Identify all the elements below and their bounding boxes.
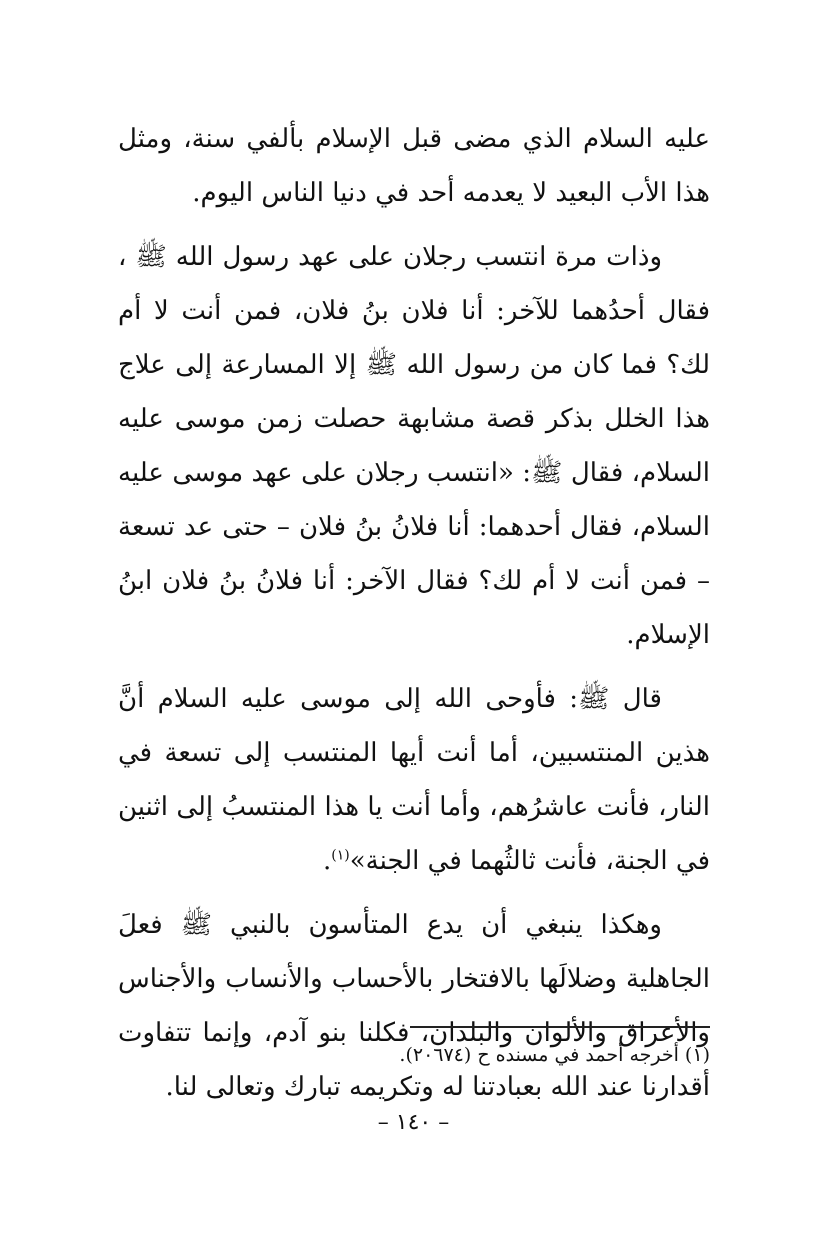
paragraph-3-text: قال ﷺ: فأوحى الله إلى موسى عليه السلام أنَّ هذين المنتسبين، أما أنت أيها المنتسب إلى تسعة في النار، فأنت عاشرُهم، وأما أنت يا هذا المنتسبُ إلى اثنين في الجنة، فأنت ثالثُهما في الجنة» (118, 684, 710, 876)
paragraph-2 (118, 230, 710, 662)
paragraph-4-text: وهكذا ينبغي أن يدع المتأسون بالنبي ﷺ فعلَ الجاهلية وضلالَها بالافتخار بالأحساب والأنساب والأجناس والأعراق والألوان والبلدان، فكلنا بنو آدم، وإنما تتفاوت أقدارنا عند الله بعبادتنا له وتكريمه تبارك وتعالى لنا. (118, 910, 710, 1102)
main-text (118, 112, 710, 1124)
paragraph-1-text: عليه السلام الذي مضى قبل الإسلام بألفي سنة، ومثل هذا الأب البعيد لا يعدمه أحد في دنيا الناس اليوم. (118, 124, 710, 208)
footnote-text: (١) أخرجه أحمد في مسنده ح (٢٠٦٧٤). (399, 1044, 710, 1066)
footnote (118, 1040, 710, 1070)
paragraph-3 (118, 672, 710, 888)
footnote-reference[interactable]: (١) (331, 847, 350, 864)
paragraph-3-tail: . (323, 846, 332, 876)
paragraph-1 (118, 112, 710, 220)
page-number: – ١٤٠ – (377, 1110, 450, 1135)
paragraph-4 (118, 898, 710, 1114)
footnote-divider (410, 1026, 710, 1028)
paragraph-2-text: وذات مرة انتسب رجلان على عهد رسول الله ﷺ ، فقال أحدُهما للآخر: أنا فلان بنُ فلان، فمن أنت لا أم لك؟ فما كان من رسول الله ﷺ إلا المسارعة إلى علاج هذا الخلل بذكر قصة مشابهة حصلت زمن موسى عليه السلام، فقال ﷺ: «انتسب رجلان على عهد موسى عليه السلام، فقال أحدهما: أنا فلانُ بنُ فلان – حتى عد تسعة – فمن أنت لا أم لك؟ فقال الآخر: أنا فلانُ بنُ فلان ابنُ الإسلام. (118, 242, 710, 650)
